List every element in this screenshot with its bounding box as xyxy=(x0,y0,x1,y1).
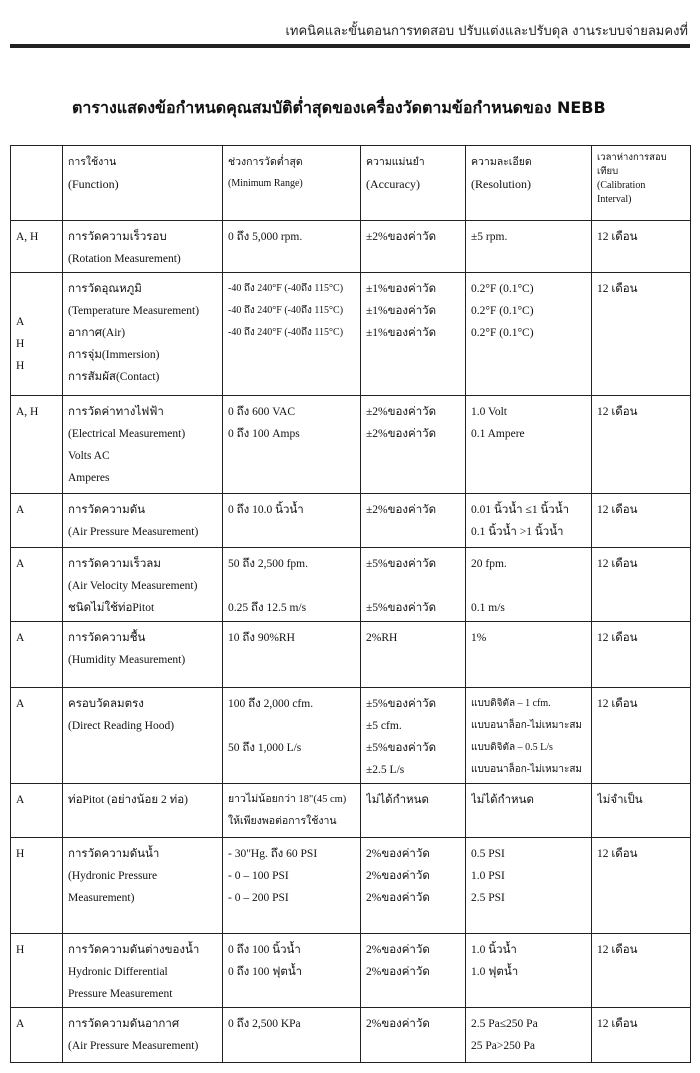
resolution-cell xyxy=(466,1008,592,1063)
resolution-cell xyxy=(466,838,592,934)
interval-line: 12 เดือน xyxy=(597,406,638,418)
accuracy-line: ±5%ของค่าวัด xyxy=(366,742,437,754)
function-line: (Humidity Measurement) xyxy=(68,654,186,666)
accuracy-line: ±5%ของค่าวัด xyxy=(366,558,437,570)
function-line: การสัมผัส(Contact) xyxy=(68,371,160,383)
resolution-cell xyxy=(466,221,592,273)
function-line: ท่อPitot (อย่างน้อย 2 ท่อ) xyxy=(68,794,188,806)
function-line: การวัดความดัน xyxy=(68,504,146,516)
code-line: A xyxy=(16,632,25,644)
function-cell xyxy=(63,622,223,688)
accuracy-cell xyxy=(361,784,466,838)
resolution-line: 0.2°F (0.1°C) xyxy=(471,305,534,317)
resolution-line: 2.5 PSI xyxy=(471,892,505,904)
interval-cell xyxy=(592,396,691,494)
resolution-cell xyxy=(466,548,592,622)
accuracy-cell xyxy=(361,548,466,622)
resolution-line: 1.0 Volt xyxy=(471,406,508,418)
resolution-line: ±5 rpm. xyxy=(471,231,508,243)
range-cell xyxy=(223,688,361,784)
function-line: (Direct Reading Hood) xyxy=(68,720,175,732)
interval-cell xyxy=(592,494,691,548)
interval-cell xyxy=(592,548,691,622)
function-cell xyxy=(63,494,223,548)
resolution-cell xyxy=(466,494,592,548)
range-line xyxy=(228,715,356,737)
interval-cell xyxy=(592,1008,691,1063)
resolution-line: แบบดิจิตัล – 0.5 L/s xyxy=(471,742,553,753)
code-line: A xyxy=(16,794,25,806)
table-row xyxy=(11,494,691,548)
function-cell xyxy=(63,548,223,622)
range-line: -40 ถึง 240°F (-40ถึง 115°C) xyxy=(228,305,344,316)
resolution-line: 0.1 m/s xyxy=(471,602,505,614)
header-resolution-th: ความละเอียด xyxy=(471,156,532,168)
code-line: A xyxy=(16,698,25,710)
accuracy-cell xyxy=(361,622,466,688)
code-line: A xyxy=(16,1018,25,1030)
range-line: ให้เพียงพอต่อการใช้งาน xyxy=(228,816,337,827)
accuracy-line: ±2%ของค่าวัด xyxy=(366,231,437,243)
interval-cell xyxy=(592,221,691,273)
range-line: 10 ถึง 90%RH xyxy=(228,632,295,644)
interval-cell xyxy=(592,838,691,934)
function-cell xyxy=(63,784,223,838)
resolution-line: 0.5 PSI xyxy=(471,848,505,860)
function-line: การวัดความดันต่างของน้ำ xyxy=(68,944,200,956)
range-line: ยาวไม่น้อยกว่า 18"(45 cm) xyxy=(228,794,347,805)
nebb-spec-table xyxy=(10,145,691,1063)
function-cell xyxy=(63,688,223,784)
code-line: A xyxy=(16,504,25,516)
code-line: H xyxy=(16,944,25,956)
interval-line: 12 เดือน xyxy=(597,698,638,710)
header-function-th: การใช้งาน xyxy=(68,156,117,168)
range-line: 0 ถึง 10.0 นิ้วน้ำ xyxy=(228,504,304,516)
interval-cell xyxy=(592,688,691,784)
code-cell xyxy=(11,548,63,622)
accuracy-line: 2%ของค่าวัด xyxy=(366,848,430,860)
accuracy-cell xyxy=(361,934,466,1008)
header-interval-en1: (Calibration xyxy=(597,180,646,191)
accuracy-line: ±1%ของค่าวัด xyxy=(366,305,437,317)
interval-cell xyxy=(592,273,691,396)
code-line: H xyxy=(16,848,25,860)
function-line: Volts AC xyxy=(68,450,110,462)
function-line: ครอบวัดลมตรง xyxy=(68,698,144,710)
page-title: ตารางแสดงข้อกำหนดคุณสมบัติต่ำสุดของเครื่องวัดตามข้อกำหนดของ NEBB xyxy=(72,98,606,117)
function-line: (Rotation Measurement) xyxy=(68,253,181,265)
accuracy-line: ±2.5 L/s xyxy=(366,764,405,776)
function-line: การวัดอุณหภูมิ xyxy=(68,283,142,295)
function-line: การวัดความดันอากาศ xyxy=(68,1018,180,1030)
accuracy-cell xyxy=(361,688,466,784)
resolution-line: 0.1 นิ้วน้ำ >1 นิ้วน้ำ xyxy=(471,526,564,538)
table-row xyxy=(11,838,691,934)
running-header: เทคนิคและขั้นตอนการทดสอบ ปรับแต่งและปรับดุล งานระบบจ่ายลมคงที่ xyxy=(285,24,688,39)
function-line: (Temperature Measurement) xyxy=(68,305,200,317)
interval-line: 12 เดือน xyxy=(597,231,638,243)
resolution-line: 20 fpm. xyxy=(471,558,507,570)
accuracy-line: ±5 cfm. xyxy=(366,720,402,732)
table-row xyxy=(11,688,691,784)
accuracy-cell xyxy=(361,1008,466,1063)
resolution-cell xyxy=(466,622,592,688)
range-cell xyxy=(223,273,361,396)
range-line: - 30"Hg. ถึง 60 PSI xyxy=(228,848,318,860)
resolution-line: 1.0 ฟุตน้ำ xyxy=(471,966,519,978)
range-line: -40 ถึง 240°F (-40ถึง 115°C) xyxy=(228,327,344,338)
resolution-line: 0.2°F (0.1°C) xyxy=(471,283,534,295)
header-range-cell xyxy=(223,146,361,221)
accuracy-line: 2%ของค่าวัด xyxy=(366,1018,430,1030)
resolution-line xyxy=(471,575,587,597)
interval-line: 12 เดือน xyxy=(597,504,638,516)
range-cell xyxy=(223,838,361,934)
range-line: 50 ถึง 2,500 fpm. xyxy=(228,558,308,570)
header-accuracy-en: (Accuracy) xyxy=(366,177,420,191)
accuracy-line: 2%ของค่าวัด xyxy=(366,966,430,978)
function-cell xyxy=(63,1008,223,1063)
accuracy-line: 2%RH xyxy=(366,632,398,644)
accuracy-line xyxy=(366,575,461,597)
range-cell xyxy=(223,548,361,622)
accuracy-cell xyxy=(361,221,466,273)
accuracy-line: ±2%ของค่าวัด xyxy=(366,428,437,440)
accuracy-line: ±1%ของค่าวัด xyxy=(366,283,437,295)
function-line: การจุ่ม(Immersion) xyxy=(68,349,160,361)
code-cell xyxy=(11,622,63,688)
interval-line: ไม่จำเป็น xyxy=(597,794,643,806)
accuracy-line: ±1%ของค่าวัด xyxy=(366,327,437,339)
interval-line: 12 เดือน xyxy=(597,848,638,860)
table-row xyxy=(11,396,691,494)
function-line: (Air Velocity Measurement) xyxy=(68,580,198,592)
function-line: การวัดความดันน้ำ xyxy=(68,848,160,860)
accuracy-line: ±2%ของค่าวัด xyxy=(366,406,437,418)
function-line: การวัดความเร็วรอบ xyxy=(68,231,167,243)
resolution-line: แบบอนาล็อก-ไม่เหมาะสม xyxy=(471,720,583,731)
range-cell xyxy=(223,934,361,1008)
resolution-cell xyxy=(466,396,592,494)
header-function-cell xyxy=(63,146,223,221)
table-row xyxy=(11,221,691,273)
range-line: 0 ถึง 100 ฟุตน้ำ xyxy=(228,966,303,978)
accuracy-line: 2%ของค่าวัด xyxy=(366,944,430,956)
interval-cell xyxy=(592,934,691,1008)
code-line: A, H xyxy=(16,406,39,418)
accuracy-line: ±2%ของค่าวัด xyxy=(366,504,437,516)
header-accuracy-cell xyxy=(361,146,466,221)
function-line: (Electrical Measurement) xyxy=(68,428,186,440)
function-line: Pressure Measurement xyxy=(68,988,173,1000)
header-accuracy-th: ความแม่นยำ xyxy=(366,156,425,168)
range-line: 0 ถึง 100 Amps xyxy=(228,428,300,440)
function-line: Measurement) xyxy=(68,892,135,904)
function-cell xyxy=(63,838,223,934)
resolution-line: แบบดิจิตัล – 1 cfm. xyxy=(471,698,551,709)
function-cell xyxy=(63,934,223,1008)
interval-line: 12 เดือน xyxy=(597,944,638,956)
interval-cell xyxy=(592,784,691,838)
resolution-line: 1.0 นิ้วน้ำ xyxy=(471,944,517,956)
accuracy-line: ±5%ของค่าวัด xyxy=(366,698,437,710)
interval-line: 12 เดือน xyxy=(597,558,638,570)
header-interval-en2: Interval) xyxy=(597,194,632,205)
range-cell xyxy=(223,1008,361,1063)
resolution-line: 25 Pa>250 Pa xyxy=(471,1040,535,1052)
range-cell xyxy=(223,221,361,273)
range-cell xyxy=(223,784,361,838)
accuracy-line: ±5%ของค่าวัด xyxy=(366,602,437,614)
range-line: -40 ถึง 240°F (-40ถึง 115°C) xyxy=(228,283,344,294)
resolution-line: 0.2°F (0.1°C) xyxy=(471,327,534,339)
header-interval-th2: เทียบ xyxy=(597,166,619,177)
range-cell xyxy=(223,622,361,688)
range-line: - 0 – 100 PSI xyxy=(228,870,289,882)
range-line: 100 ถึง 2,000 cfm. xyxy=(228,698,314,710)
resolution-line: 0.1 Ampere xyxy=(471,428,525,440)
accuracy-line: ไม่ได้กำหนด xyxy=(366,794,429,806)
code-line: A xyxy=(16,558,25,570)
function-line: การวัดค่าทางไฟฟ้า xyxy=(68,406,164,418)
header-interval-cell xyxy=(592,146,691,221)
code-line: A, H xyxy=(16,231,39,243)
function-cell xyxy=(63,396,223,494)
header-interval-th1: เวลาห่างการสอบ xyxy=(597,152,667,163)
header-rule xyxy=(10,44,690,48)
accuracy-cell xyxy=(361,273,466,396)
function-line: การวัดความเร็วลม xyxy=(68,558,161,570)
range-line: 0.25 ถึง 12.5 m/s xyxy=(228,602,307,614)
code-line: A xyxy=(16,316,25,328)
accuracy-line: 2%ของค่าวัด xyxy=(366,892,430,904)
range-cell xyxy=(223,494,361,548)
code-cell xyxy=(11,934,63,1008)
code-cell xyxy=(11,273,63,396)
header-resolution-en: (Resolution) xyxy=(471,177,531,191)
function-cell xyxy=(63,221,223,273)
function-line: Hydronic Differential xyxy=(68,966,168,978)
code-line: H xyxy=(16,338,25,350)
resolution-line: 2.5 Pa≤250 Pa xyxy=(471,1018,538,1030)
interval-line: 12 เดือน xyxy=(597,283,638,295)
function-line: (Air Pressure Measurement) xyxy=(68,1040,199,1052)
resolution-cell xyxy=(466,934,592,1008)
resolution-line: แบบอนาล็อก-ไม่เหมาะสม xyxy=(471,764,583,775)
header-code-cell xyxy=(11,146,63,221)
resolution-line: 1.0 PSI xyxy=(471,870,505,882)
function-cell xyxy=(63,273,223,396)
interval-line: 12 เดือน xyxy=(597,632,638,644)
table-row xyxy=(11,548,691,622)
range-line: - 0 – 200 PSI xyxy=(228,892,289,904)
table-row xyxy=(11,1008,691,1063)
function-line: อากาศ(Air) xyxy=(68,327,126,339)
function-line: (Hydronic Pressure xyxy=(68,870,158,882)
function-line: การวัดความชื้น xyxy=(68,632,146,644)
interval-cell xyxy=(592,622,691,688)
header-range-en: (Minimum Range) xyxy=(228,178,303,189)
interval-line: 12 เดือน xyxy=(597,1018,638,1030)
accuracy-cell xyxy=(361,396,466,494)
code-cell xyxy=(11,221,63,273)
accuracy-cell xyxy=(361,494,466,548)
range-line: 0 ถึง 5,000 rpm. xyxy=(228,231,303,243)
function-line: Amperes xyxy=(68,472,110,484)
range-cell xyxy=(223,396,361,494)
header-range-th: ช่วงการวัดต่ำสุด xyxy=(228,156,303,168)
function-line: ชนิดไม่ใช้ท่อPitot xyxy=(68,602,155,614)
table-row xyxy=(11,784,691,838)
code-cell xyxy=(11,784,63,838)
range-line: 0 ถึง 2,500 KPa xyxy=(228,1018,301,1030)
accuracy-cell xyxy=(361,838,466,934)
function-line: (Air Pressure Measurement) xyxy=(68,526,199,538)
table-row xyxy=(11,934,691,1008)
resolution-line: ไม่ได้กำหนด xyxy=(471,794,534,806)
table-row xyxy=(11,273,691,396)
header-resolution-cell xyxy=(466,146,592,221)
code-line: H xyxy=(16,360,25,372)
code-cell xyxy=(11,494,63,548)
resolution-cell xyxy=(466,688,592,784)
range-line xyxy=(228,575,356,597)
code-cell xyxy=(11,396,63,494)
code-cell xyxy=(11,1008,63,1063)
range-line: 0 ถึง 100 นิ้วน้ำ xyxy=(228,944,301,956)
resolution-line: 1% xyxy=(471,632,487,644)
resolution-cell xyxy=(466,784,592,838)
header-function-en: (Function) xyxy=(68,177,119,191)
accuracy-line: 2%ของค่าวัด xyxy=(366,870,430,882)
code-cell xyxy=(11,688,63,784)
table-row xyxy=(11,622,691,688)
range-line: 0 ถึง 600 VAC xyxy=(228,406,296,418)
range-line: 50 ถึง 1,000 L/s xyxy=(228,742,302,754)
table-header-row xyxy=(11,146,691,221)
code-cell xyxy=(11,838,63,934)
resolution-cell xyxy=(466,273,592,396)
resolution-line: 0.01 นิ้วน้ำ ≤1 นิ้วน้ำ xyxy=(471,504,570,516)
